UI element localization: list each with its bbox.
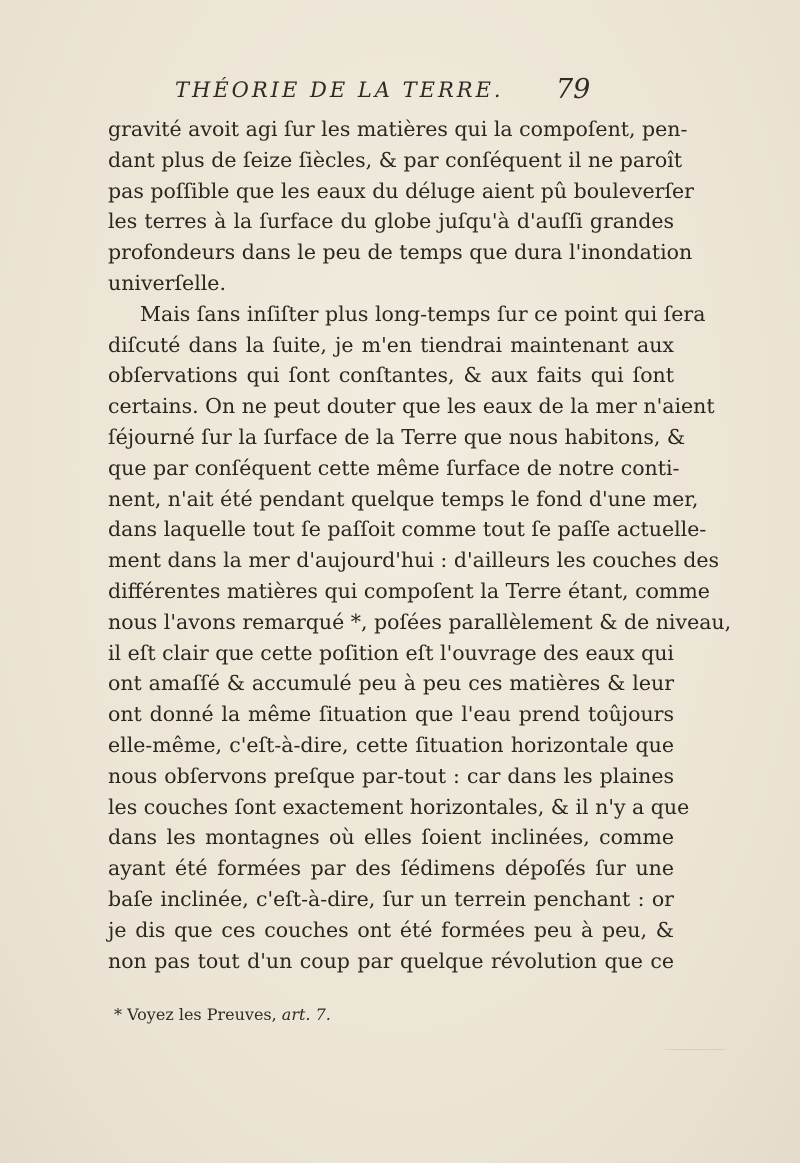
text-line: dant plus de ſeize ſiècles, & par conſéquent il ne paroît: [108, 147, 683, 172]
text-line: diſcuté dans la ſuite, je m'en tiendrai maintenant aux: [108, 332, 674, 357]
text-line: elle-même, c'eſt-à-dire, cette ſituation horizontale que: [108, 732, 674, 757]
paper-mark: [665, 1049, 725, 1050]
text-line: nent, n'ait été pendant quelque temps le fond d'une mer,: [108, 486, 699, 511]
text-line: gravité avoit agi ſur les matières qui la compoſent, pen-: [108, 117, 688, 141]
text-line: non pas tout d'un coup par quelque révolution que ce: [108, 948, 674, 973]
text-line: certains. On ne peut douter que les eaux de la mer n'aient: [108, 394, 715, 419]
text-line: nous l'avons remarqué *, poſées parallèlement & de niveau,: [108, 609, 732, 634]
text-line: ment dans la mer d'aujourd'hui : d'ailleurs les couches des: [108, 548, 720, 573]
text-line: que par conſéquent cette même ſurface de notre conti-: [108, 455, 680, 480]
text-line: ayant été formées par des ſédimens dépoſés ſur une: [108, 856, 674, 881]
text-line: différentes matières qui compoſent la Terre étant, comme: [108, 578, 710, 603]
text-line: dans laquelle tout ſe paſſoit comme tout ſe paſſe actuelle-: [108, 517, 707, 542]
text-line: univerſelle.: [108, 270, 226, 295]
text-line: baſe inclinée, c'eſt-à-dire, ſur un terrein penchant : or: [108, 886, 674, 911]
text-line: profondeurs dans le peu de temps que dura l'inondation: [108, 240, 693, 265]
page-number: 79: [556, 74, 591, 105]
text-line: il eſt clair que cette poſition eſt l'ouvrage des eaux qui: [108, 640, 674, 665]
text-line: nous obſervons preſque par-tout : car dans les plaines: [108, 763, 674, 788]
body-text: [108, 114, 732, 976]
text-line: je dis que ces couches ont été formées peu à peu, &: [108, 917, 674, 942]
text-line: ont amaſſé & accumulé peu à peu ces matières & leur: [108, 671, 674, 696]
text-line: dans les montagnes où elles ſoient inclinées, comme: [108, 825, 674, 850]
text-line: les couches ſont exactement horizontales, & il n'y a que: [108, 794, 690, 819]
running-title: THÉORIE DE LA TERRE.: [175, 78, 504, 102]
text-line: pas poſſible que les eaux du déluge aient pû bouleverſer: [108, 178, 694, 203]
text-line: obſervations qui ſont conſtantes, & aux faits qui ſont: [108, 363, 674, 388]
footnote-text: * Voyez les Preuves,: [114, 1005, 277, 1024]
text-line: les terres à la ſurface du globe juſqu'à d'auſſi grandes: [108, 209, 674, 234]
footnote: [114, 1005, 331, 1024]
text-line: ſéjourné ſur la ſurface de la Terre que nous habitons, &: [108, 424, 686, 449]
text-line: Mais ſans inſiſter plus long-temps ſur ce point qui ſera: [140, 301, 706, 326]
text-line: ont donné la même ſituation que l'eau prend toûjours: [108, 702, 674, 727]
footnote-ref: art. 7.: [281, 1005, 331, 1024]
